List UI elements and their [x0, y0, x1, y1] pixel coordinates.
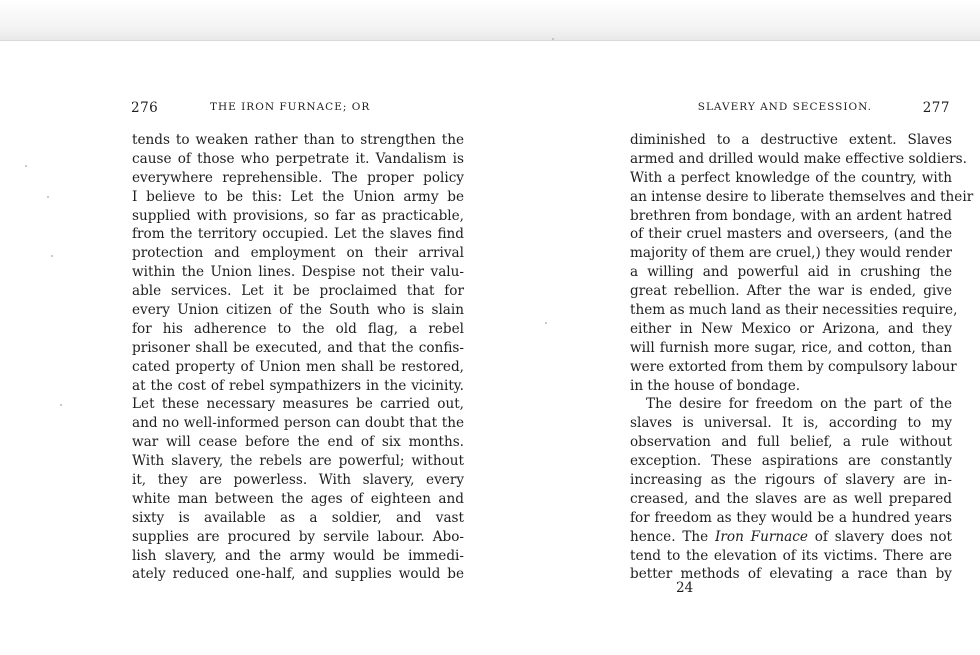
- text-line: better methods of elevating a race than by: [630, 566, 952, 583]
- text-line: I believe to be this: Let the Union army be: [132, 188, 464, 205]
- text-line: With slavery, the rebels are powerful; without: [132, 453, 464, 470]
- text-segment: hence. The: [630, 528, 716, 545]
- text-line: for freedom as they would be a hundred years: [630, 509, 952, 526]
- text-line: lish slavery, and the army would be immedi-: [132, 547, 464, 564]
- text-line: slaves is universal. It is, according to my: [630, 415, 952, 432]
- text-line: supplied with provisions, so far as practicable,: [132, 207, 464, 224]
- scan-speck: [25, 165, 27, 167]
- left-running-head: [128, 100, 464, 118]
- italic-book-title: Iron Furnace: [715, 528, 808, 545]
- signature-mark: 24: [676, 580, 694, 596]
- text-line: ately reduced one-half, and supplies would be: [132, 566, 464, 583]
- left-running-title: THE IRON FURNACE; OR: [210, 101, 371, 113]
- text-line: armed and drilled would make effective soldiers.: [630, 150, 967, 167]
- scan-speck: [51, 255, 53, 257]
- text-line-with-italic: [626, 528, 952, 547]
- text-line: majority of them are cruel,) they would render: [630, 245, 952, 262]
- text-line: creased, and the slaves are as well prepared: [630, 490, 952, 507]
- text-line: either in New Mexico or Arizona, and they: [630, 320, 952, 337]
- text-line: in the house of bondage.: [630, 377, 801, 394]
- text-line: cated property of Union men shall be restored,: [132, 358, 464, 375]
- text-line: cause of those who perpetrate it. Vandalism is: [132, 150, 464, 167]
- text-line: will furnish more sugar, rice, and cotton, than: [630, 339, 952, 356]
- right-page-number: 277: [922, 100, 950, 116]
- left-page: [128, 100, 464, 584]
- text-line: prisoner shall be executed, and that the confis-: [132, 339, 464, 356]
- text-line: from the territory occupied. Let the slaves find: [132, 226, 464, 243]
- right-running-head: [626, 100, 952, 118]
- text-line: tend to the elevation of its victims. There are: [630, 547, 952, 564]
- text-line: within the Union lines. Despise not their valu-: [132, 264, 464, 281]
- text-line: everywhere reprehensible. The proper policy: [132, 169, 464, 186]
- text-line: diminished to a destructive extent. Slaves: [630, 132, 952, 148]
- text-line: an intense desire to liberate themselves and their: [630, 188, 974, 205]
- text-line: white man between the ages of eighteen and: [132, 490, 464, 507]
- text-line: for his adherence to the old flag, a rebel: [132, 320, 464, 337]
- text-segment: of slavery does not: [807, 528, 952, 545]
- text-line: were extorted from them by compulsory labour: [630, 358, 957, 375]
- text-line: every Union citizen of the South who is slain: [132, 302, 464, 319]
- text-line: war will cease before the end of six months.: [132, 434, 464, 451]
- text-line: a willing and powerful aid in crushing the: [630, 264, 952, 281]
- text-line: and no well-informed person can doubt that the: [132, 415, 464, 432]
- right-page: [626, 100, 974, 596]
- scan-top-shadow: [0, 0, 980, 40]
- scan-speck: [47, 196, 49, 198]
- text-line: sixty is available as a soldier, and vast: [132, 509, 464, 526]
- text-line: them as much land as their necessities require,: [630, 302, 958, 319]
- scan-speck: [552, 38, 554, 40]
- scan-speck: [545, 322, 547, 324]
- text-line: supplies are procured by servile labour. Abo-: [132, 528, 464, 545]
- text-line: brethren from bondage, with an ardent hatred: [630, 207, 952, 224]
- text-line: Let these necessary measures be carried out,: [132, 396, 464, 413]
- scan-edge-line: [0, 40, 980, 41]
- text-line: at the cost of rebel sympathizers in the vicinity.: [132, 377, 464, 394]
- left-page-number: 276: [131, 100, 159, 116]
- text-line: it, they are powerless. With slavery, every: [132, 472, 464, 489]
- text-line: able services. Let it be proclaimed that for: [132, 283, 464, 300]
- text-line: exception. These aspirations are constantly: [630, 453, 952, 470]
- text-line: With a perfect knowledge of the country, with: [630, 169, 952, 186]
- text-line: of their cruel masters and overseers, (and the: [630, 226, 952, 243]
- text-line: great rebellion. After the war is ended, give: [630, 283, 952, 300]
- left-body-text: [128, 131, 464, 584]
- scan-speck: [60, 404, 62, 406]
- text-line: increasing as the rigours of slavery are in-: [630, 472, 952, 489]
- text-line: protection and employment on their arrival: [132, 245, 464, 262]
- text-line: tends to weaken rather than to strengthen the: [132, 132, 464, 148]
- paragraph-start-line: The desire for freedom on the part of the: [646, 396, 952, 413]
- text-line: observation and full belief, a rule without: [630, 434, 952, 451]
- right-running-title: SLAVERY AND SECESSION.: [697, 101, 872, 113]
- right-body-text: [626, 131, 974, 584]
